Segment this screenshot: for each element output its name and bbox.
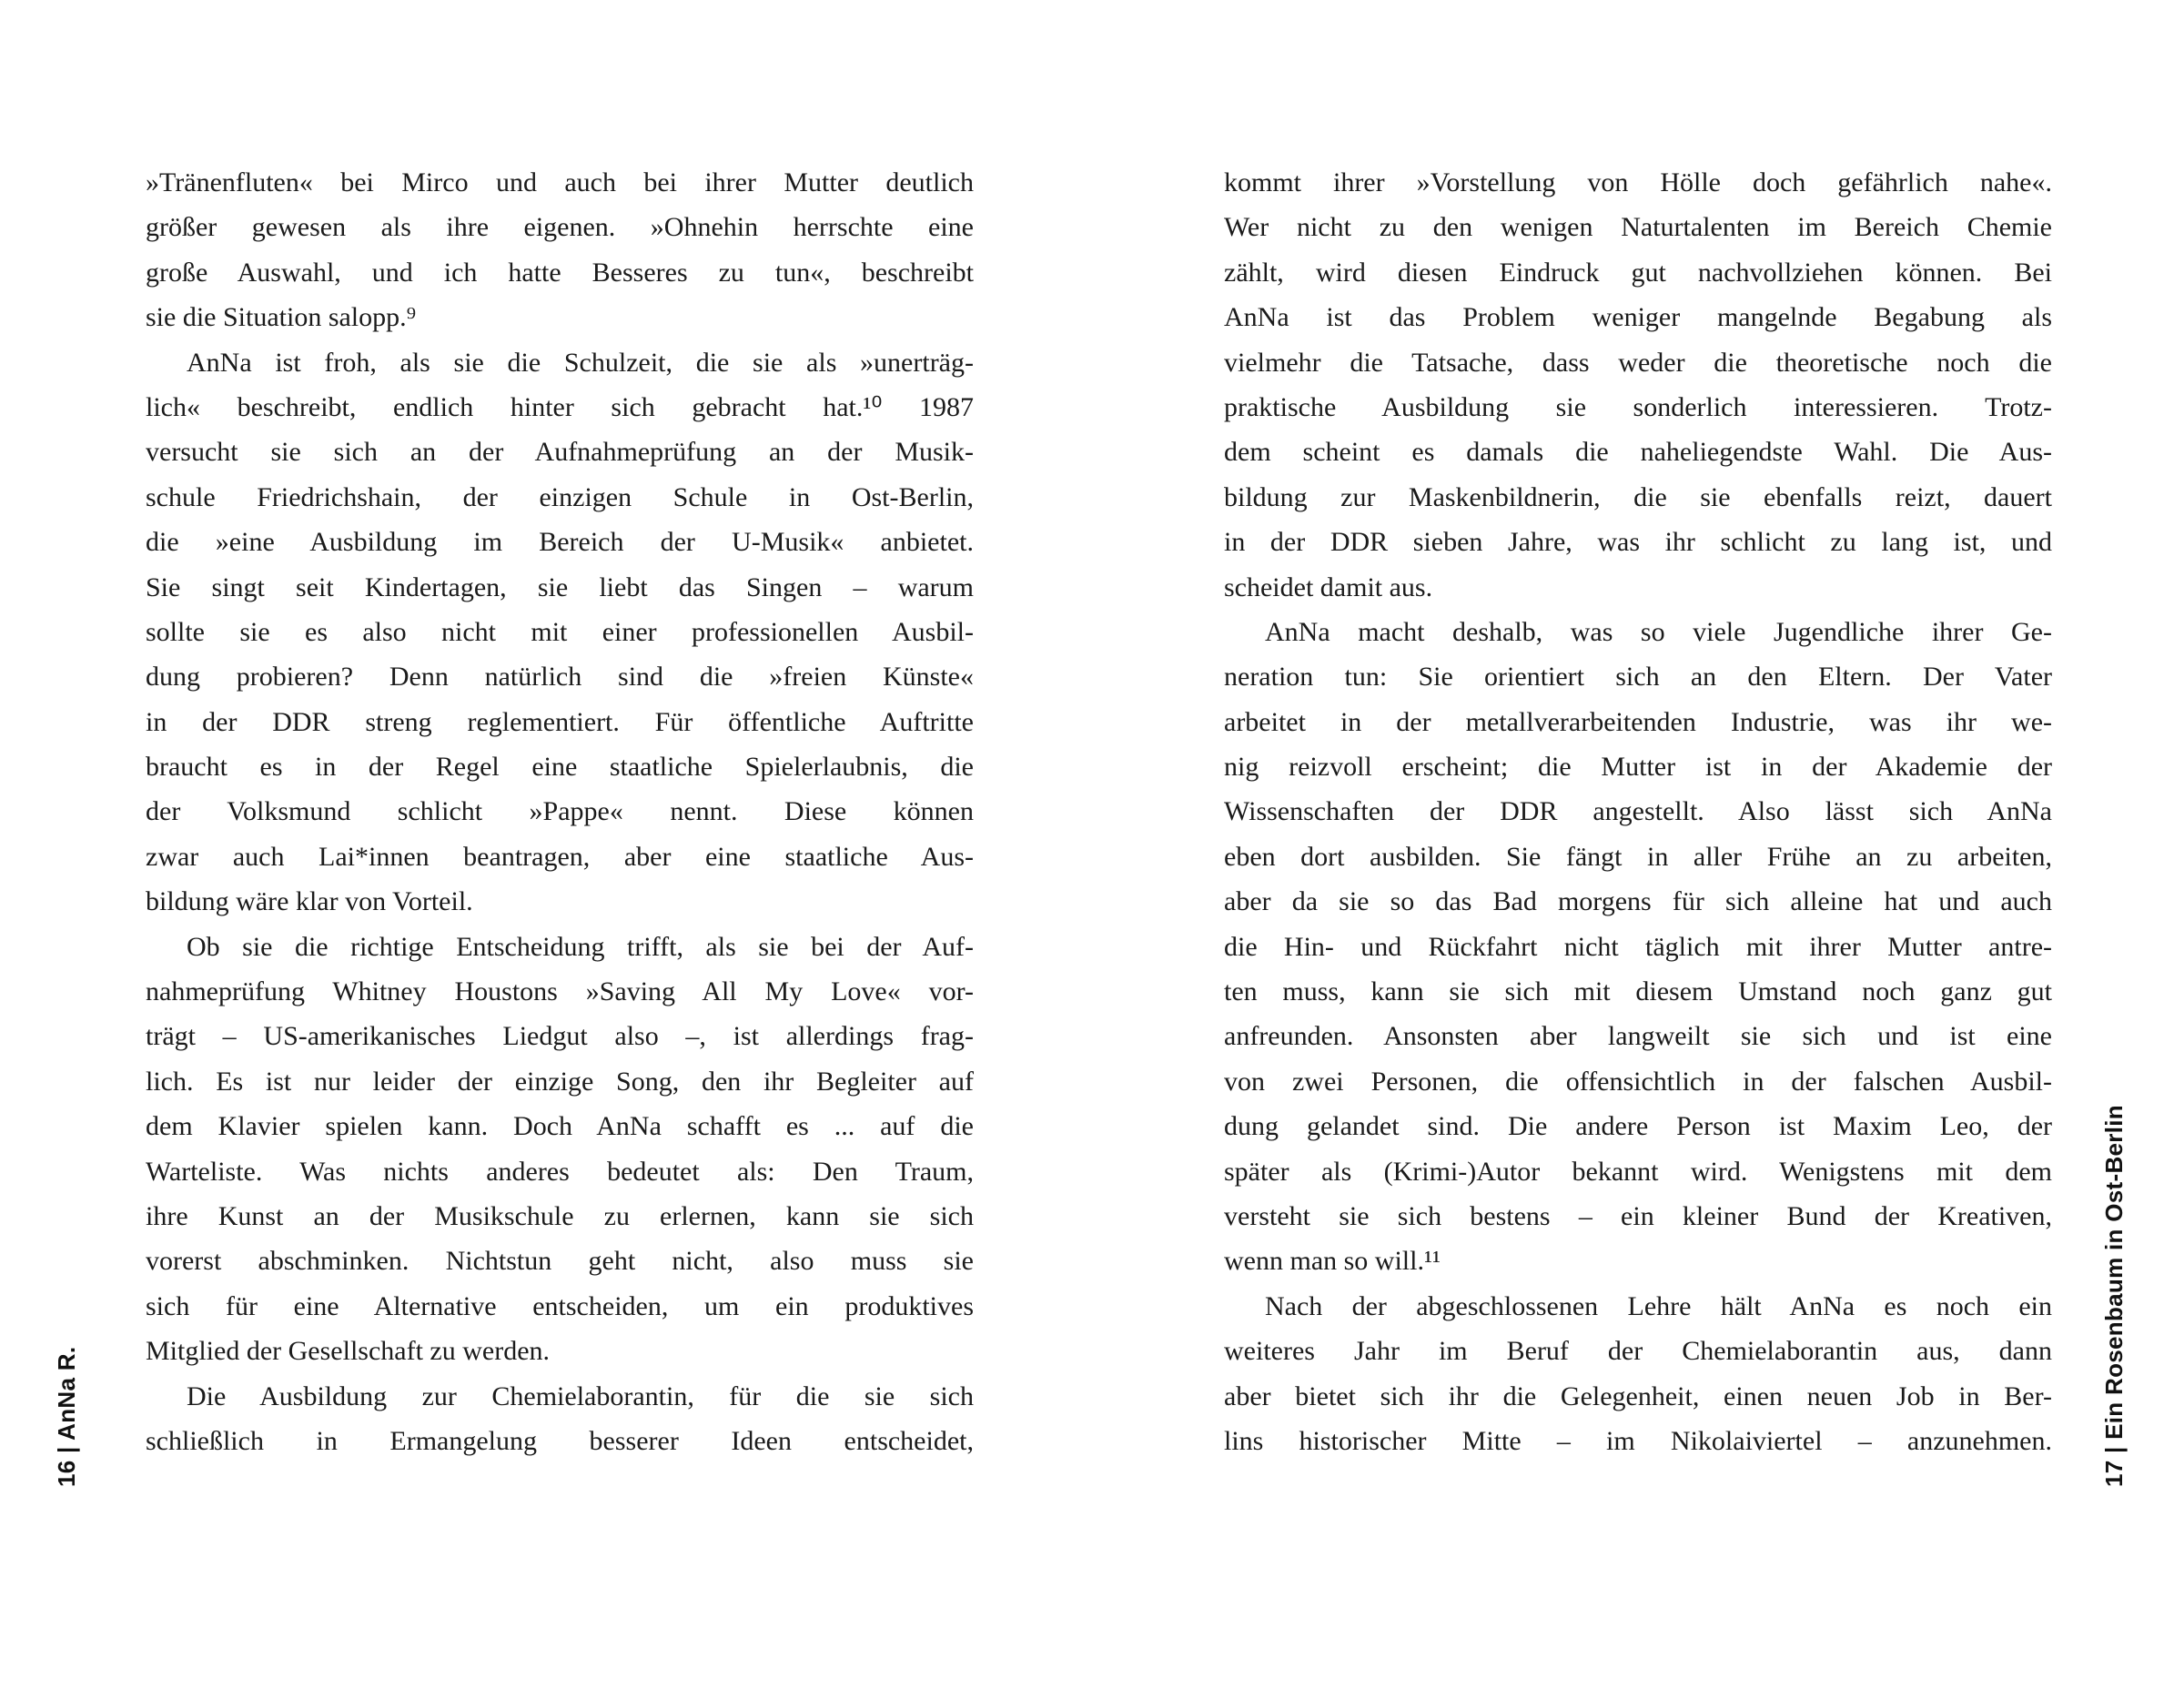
text-line: anfreunden. Ansonsten aber langweilt sie sich und ist eine [1224,1021,2052,1052]
text-line: schließlich in Ermangelung besserer Ideen entscheidet, [146,1425,974,1456]
text-line: sie die Situation salopp.⁹ [146,302,417,333]
text-line: braucht es in der Regel eine staatliche Spielerlaubnis, die [146,752,974,783]
text-line: schule Friedrichshain, der einzigen Schule in Ost-Berlin, [146,481,974,512]
text-line: scheidet damit aus. [1224,571,1433,602]
text-line: wenn man so will.¹¹ [1224,1246,1441,1277]
text-line: neration tun: Sie orientiert sich an den Eltern. Der Vater [1224,662,2052,693]
right-text-block [1224,160,2052,1463]
right-page-margin-label: 17 | Ein Rosenbaum in Ost-Berlin [2100,1105,2128,1487]
text-line: sollte sie es also nicht mit einer professionellen Ausbil- [146,616,974,647]
text-line: arbeitet in der metallverarbeitenden Industrie, was ihr we- [1224,706,2052,737]
text-line: große Auswahl, und ich hatte Besseres zu tun«, beschreibt [146,257,974,288]
text-line: Wer nicht zu den wenigen Naturtalenten im Bereich Chemie [1224,212,2052,243]
text-line: kommt ihrer »Vorstellung von Hölle doch gefährlich nahe«. [1224,167,2052,197]
text-line: trägt – US-amerikanisches Liedgut also –, ist allerdings frag- [146,1021,974,1052]
text-line: vorerst abschminken. Nichtstun geht nicht, also muss sie [146,1246,974,1277]
left-text-block [146,160,974,1463]
text-line: dung probieren? Denn natürlich sind die »freien Künste« [146,662,974,693]
page-right [1092,0,2184,1699]
text-line: ten muss, kann sie sich mit diesem Umstand noch ganz gut [1224,976,2052,1007]
text-line: in der DDR sieben Jahre, was ihr schlicht zu lang ist, und [1224,527,2052,558]
text-line: Ob sie die richtige Entscheidung trifft, als sie bei der Auf- [187,931,974,962]
text-line: später als (Krimi-)Autor bekannt wird. Wenigstens mit dem [1224,1156,2052,1187]
text-line: Warteliste. Was nichts anderes bedeutet als: Den Traum, [146,1156,974,1187]
text-line: eben dort ausbilden. Sie fängt in aller Frühe an zu arbeiten, [1224,841,2052,872]
text-line: Wissenschaften der DDR angestellt. Also lässt sich AnNa [1224,796,2052,827]
text-line: in der DDR streng reglementiert. Für öffentliche Auftritte [146,706,974,737]
text-line: Nach der abgeschlossenen Lehre hält AnNa es noch ein [1265,1290,2052,1321]
text-line: die Hin- und Rückfahrt nicht täglich mit ihrer Mutter antre- [1224,931,2052,962]
text-line: dung gelandet sind. Die andere Person ist Maxim Leo, der [1224,1111,2052,1142]
text-line: der Volksmund schlicht »Pappe« nennt. Diese können [146,796,974,827]
text-line: aber bietet sich ihr die Gelegenheit, einen neuen Job in Ber- [1224,1380,2052,1411]
text-line: größer gewesen als ihre eigenen. »Ohnehin herrschte eine [146,212,974,243]
text-line: aber da sie so das Bad morgens für sich alleine hat und auch [1224,886,2052,917]
text-line: die »eine Ausbildung im Bereich der U-Musik« anbietet. [146,527,974,558]
text-line: nig reizvoll erscheint; die Mutter ist in der Akademie der [1224,752,2052,783]
text-line: lins historischer Mitte – im Nikolaiviertel – anzunehmen. [1224,1425,2052,1456]
text-line: nahmeprüfung Whitney Houstons »Saving All My Love« vor- [146,976,974,1007]
text-line: versucht sie sich an der Aufnahmeprüfung an der Musik- [146,437,974,468]
text-line: ihre Kunst an der Musikschule zu erlernen, kann sie sich [146,1200,974,1231]
text-line: Mitglied der Gesellschaft zu werden. [146,1336,551,1367]
text-line: AnNa ist froh, als sie die Schulzeit, die sie als »unerträg- [187,347,974,378]
text-line: vielmehr die Tatsache, dass weder die theoretische noch die [1224,347,2052,378]
text-line: lich. Es ist nur leider der einzige Song, den ihr Begleiter auf [146,1066,974,1097]
text-line: sich für eine Alternative entscheiden, um ein produktives [146,1290,974,1321]
left-page-margin-label: 16 | AnNa R. [53,1346,80,1487]
text-line: AnNa macht deshalb, was so viele Jugendliche ihrer Ge- [1265,616,2052,647]
text-line: von zwei Personen, die offensichtlich in der falschen Ausbil- [1224,1066,2052,1097]
text-line: zwar auch Lai*innen beantragen, aber eine staatliche Aus- [146,841,974,872]
text-line: weiteres Jahr im Beruf der Chemielaborantin aus, dann [1224,1336,2052,1367]
text-line: AnNa ist das Problem weniger mangelnde Begabung als [1224,302,2052,333]
text-line: zählt, wird diesen Eindruck gut nachvollziehen können. Bei [1224,257,2052,288]
text-line: Die Ausbildung zur Chemielaborantin, für die sie sich [187,1380,974,1411]
text-line: Sie singt seit Kindertagen, sie liebt das Singen – warum [146,571,974,602]
text-line: »Tränenfluten« bei Mirco und auch bei ihrer Mutter deutlich [146,167,974,197]
text-line: dem scheint es damals die naheliegendste Wahl. Die Aus- [1224,437,2052,468]
text-line: dem Klavier spielen kann. Doch AnNa schafft es ... auf die [146,1111,974,1142]
text-line: praktische Ausbildung sie sonderlich interessieren. Trotz- [1224,391,2052,422]
text-line: bildung wäre klar von Vorteil. [146,886,473,917]
text-line: lich« beschreibt, endlich hinter sich gebracht hat.¹⁰ 1987 [146,391,974,422]
text-line: versteht sie sich bestens – ein kleiner Bund der Kreativen, [1224,1200,2052,1231]
text-line: bildung zur Maskenbildnerin, die sie ebenfalls reizt, dauert [1224,481,2052,512]
